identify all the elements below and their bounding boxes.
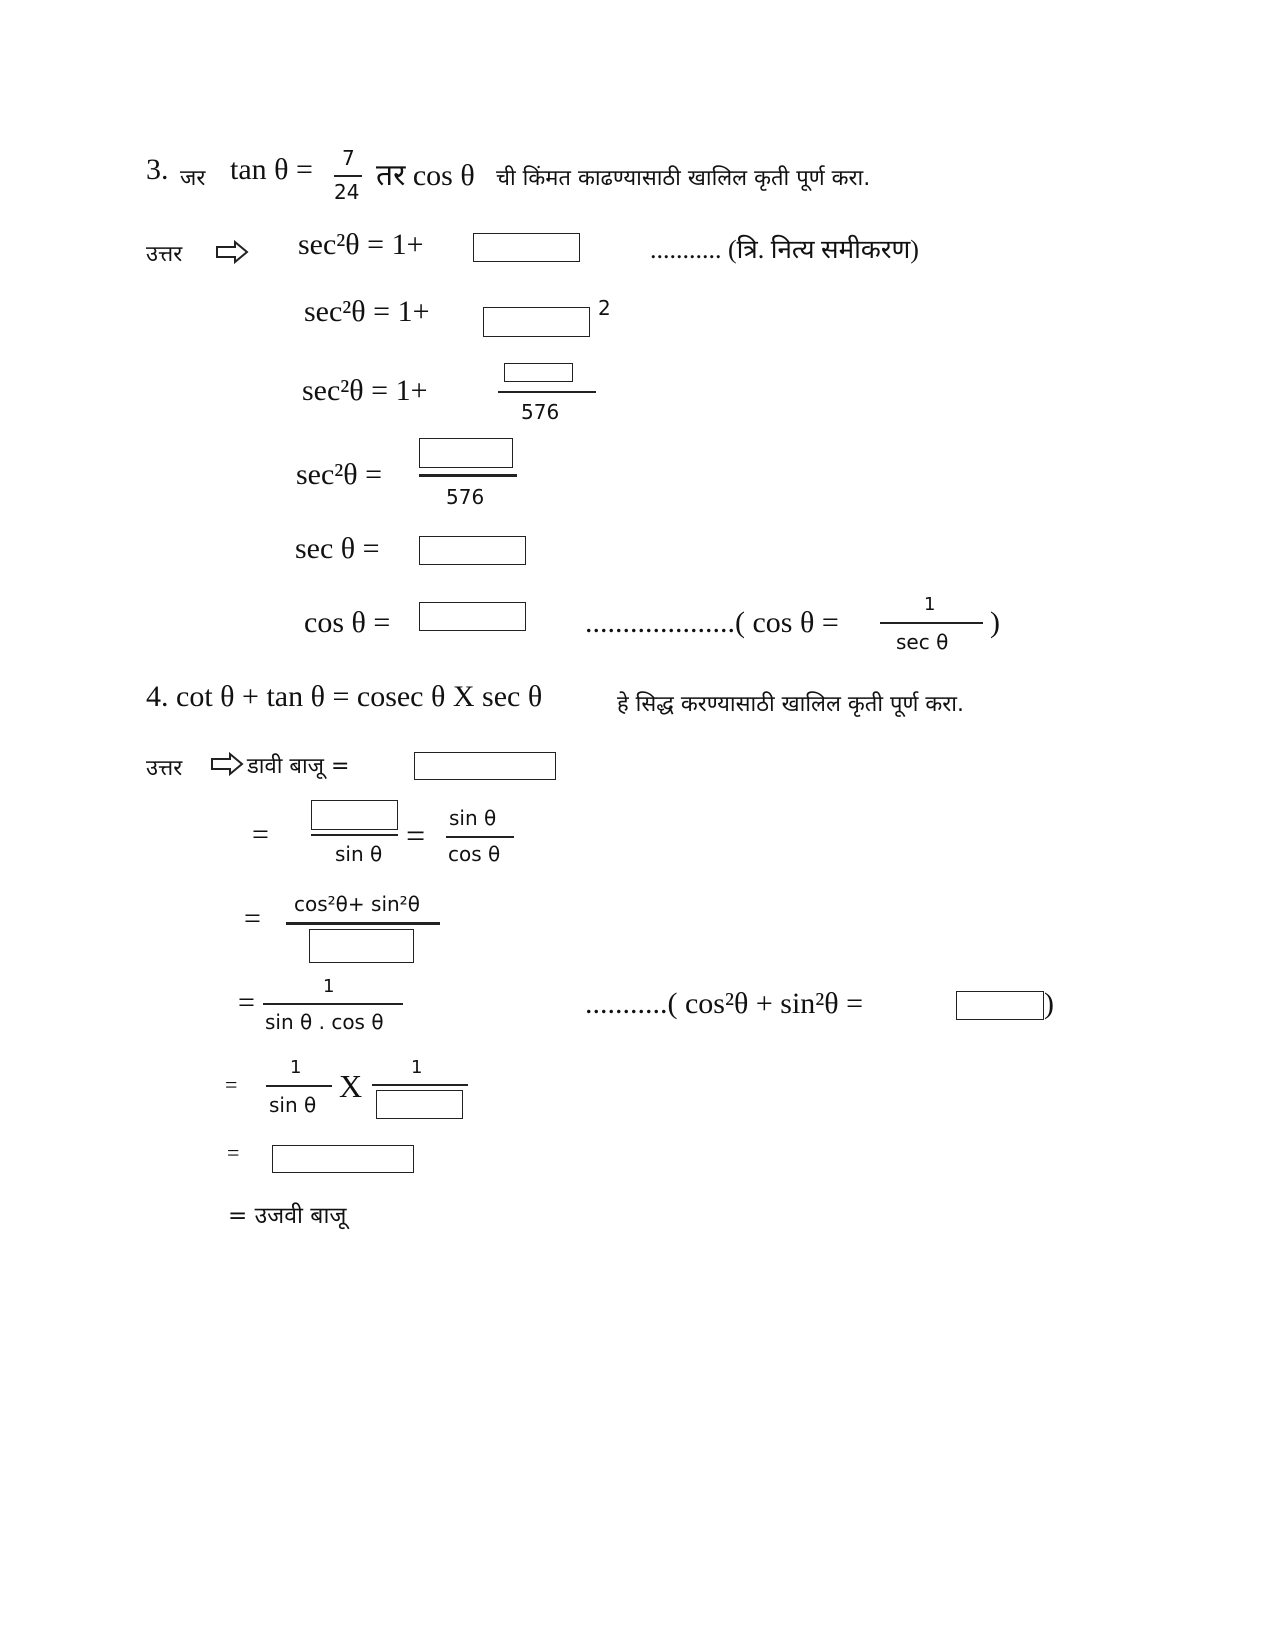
q4-line3-frac-line <box>286 922 440 925</box>
q3-blank-4[interactable] <box>419 438 513 468</box>
q3-tar-cos: तर cos θ <box>376 159 475 192</box>
q3-instruction: ची किंमत काढण्यासाठी खालिल कृती पूर्ण करा. <box>496 166 871 191</box>
q4-blank-6[interactable] <box>272 1145 414 1173</box>
q3-line3-den: 576 <box>521 400 560 424</box>
q4-line4-num: 1 <box>323 976 335 997</box>
q3-line4-den: 576 <box>446 485 485 509</box>
q3-frac-den: 24 <box>334 180 360 204</box>
q3-blank-2[interactable] <box>483 307 590 337</box>
q4-identity-prefix: ...........( cos²θ + sin²θ = <box>585 987 864 1020</box>
q3-jar: जर <box>180 166 206 191</box>
q3-frac-line <box>334 175 362 177</box>
q4-times: X <box>339 1068 363 1104</box>
q4-blank-5[interactable] <box>376 1090 463 1119</box>
q3-line4-lhs: sec²θ = <box>296 458 383 491</box>
q4-frac2-line <box>446 836 514 838</box>
q4-line5-num2: 1 <box>411 1057 423 1078</box>
q3-note-suffix: ) <box>990 606 1000 639</box>
q4-instruction: हे सिद्ध करण्यासाठी खालिल कृती पूर्ण करा. <box>617 692 964 717</box>
q3-blank-5[interactable] <box>419 536 526 565</box>
q3-note-frac-line <box>880 622 983 624</box>
q3-line2-lhs: sec²θ = 1+ <box>304 295 430 328</box>
q3-blank-1[interactable] <box>473 233 580 262</box>
implies-arrow-icon <box>210 752 244 776</box>
q4-line4-frac-line <box>263 1003 403 1005</box>
q4-sum-num: cos²θ+ sin²θ <box>294 892 420 916</box>
q3-line1-lhs: sec²θ = 1+ <box>298 228 424 261</box>
q3-frac-num: 7 <box>342 146 355 170</box>
q3-note-prefix: ....................( cos θ = <box>585 606 839 639</box>
q3-note-den: sec θ <box>896 630 949 654</box>
implies-arrow-icon <box>215 240 249 264</box>
q4-line2-eq2: = <box>406 818 426 855</box>
q4-line5-frac-line2 <box>372 1084 468 1086</box>
q3-answer-label: उत्तर <box>146 242 183 267</box>
q3-number: 3. <box>146 153 169 186</box>
q4-line6-eq: = <box>227 1140 240 1165</box>
q4-line4-eq: = <box>238 986 255 1019</box>
q4-line3-eq: = <box>244 902 261 935</box>
q3-cos-theta: cos θ = <box>304 606 391 639</box>
q4-blank-2[interactable] <box>311 800 398 830</box>
q4-blank-1[interactable] <box>414 752 556 780</box>
q4-identity-suffix: ) <box>1044 987 1054 1020</box>
q4-blank-3[interactable] <box>309 929 414 963</box>
q4-line2-den: sin θ <box>335 842 383 866</box>
q4-line5-den: sin θ <box>269 1093 317 1117</box>
q3-note-num: 1 <box>924 594 936 615</box>
q3-line4-frac-line <box>419 474 517 477</box>
q4-answer-label: उत्तर <box>146 756 183 781</box>
q3-blank-6[interactable] <box>419 602 526 631</box>
q3-blank-3[interactable] <box>504 363 573 382</box>
q4-lhs-label: डावी बाजू = <box>247 754 350 779</box>
q3-sec-theta: sec θ = <box>295 532 380 565</box>
q3-superscript-2: 2 <box>598 296 611 320</box>
q4-line5-num: 1 <box>290 1057 302 1078</box>
q4-frac2-den: cos θ <box>448 842 501 866</box>
q4-blank-4[interactable] <box>956 991 1044 1020</box>
q3-identity-note: ........... (त्रि. नित्य समीकरण) <box>650 235 919 264</box>
q3-line3-frac-line <box>498 391 596 393</box>
q4-line2-frac-line <box>311 834 398 836</box>
q3-line3-lhs: sec²θ = 1+ <box>302 374 428 407</box>
q4-rhs-label: = उजवी बाजू <box>228 1203 347 1229</box>
q4-line5-eq: = <box>225 1072 238 1097</box>
q4-line5-frac-line <box>266 1085 332 1087</box>
q4-line2-eq: = <box>252 818 269 851</box>
q4-frac2-num: sin θ <box>449 806 497 830</box>
q4-line4-den: sin θ . cos θ <box>265 1010 384 1034</box>
q4-statement: 4. cot θ + tan θ = cosec θ X sec θ <box>146 680 543 713</box>
q3-tan-theta: tan θ = <box>230 153 313 186</box>
